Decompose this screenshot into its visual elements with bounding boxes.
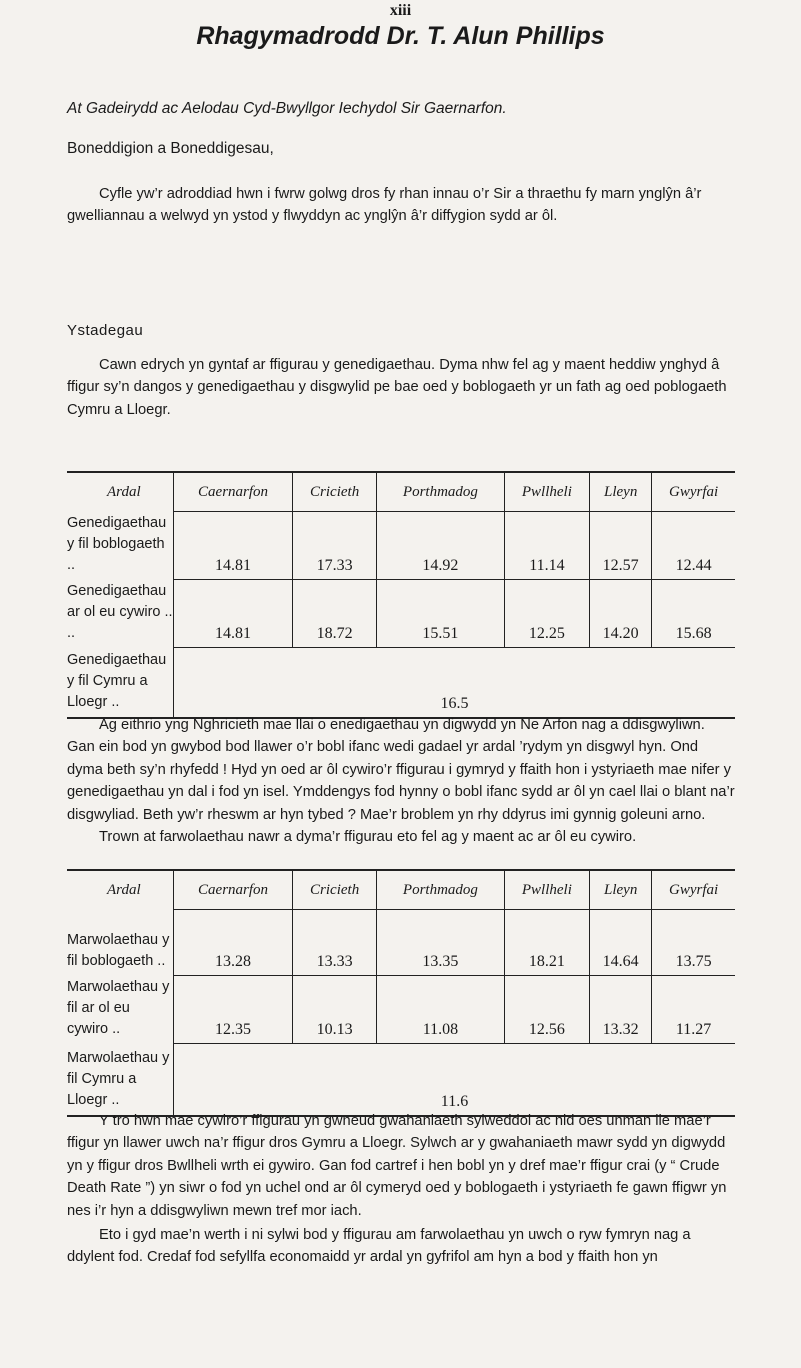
header-gwyrfai: Gwyrfai	[652, 472, 735, 512]
national-value: 11.6	[174, 1044, 736, 1116]
table-cell: 13.28	[174, 910, 293, 976]
table-cell: 14.81	[174, 580, 293, 648]
header-lleyn: Lleyn	[590, 472, 652, 512]
table-cell: 13.32	[590, 976, 652, 1044]
header-porthmadog: Porthmadog	[377, 870, 504, 910]
table-cell: 12.56	[504, 976, 590, 1044]
row-label: Marwolaethau y fil ar ol eu cywiro ..	[67, 978, 170, 1037]
table-cell: 12.44	[652, 512, 735, 580]
page-title: Rhagymadrodd Dr. T. Alun Phillips	[196, 22, 605, 50]
section-heading: Ystadegau	[67, 322, 144, 339]
table-cell: 13.33	[293, 910, 377, 976]
table-row-national	[67, 648, 735, 718]
header-caernarfon: Caernarfon	[174, 870, 293, 910]
table-cell: 15.68	[652, 580, 735, 648]
table-cell: 14.81	[174, 512, 293, 580]
table-row-national	[67, 1044, 735, 1116]
page-number: xiii	[389, 2, 412, 19]
table-cell: 18.72	[293, 580, 377, 648]
table-cell: 18.21	[504, 910, 590, 976]
table-row	[67, 910, 735, 976]
deaths-discussion-paragraph: Y tro hwn mae cywiro’r ffigurau yn gwneud gwahaniaeth sylweddol ac nid oes unman lle mae’r ffigur yn llawer uwch na’r ffigur dros Gymru a Lloegr. Sylwch ar y gwahaniaeth mawr sydd yn digwydd yn y ffigur dros Bwllheli wrth ei gywiro. Gan fod cartref i hen bobl yn y dref mae’r ffigur crai (y “ Crude Death Rate ”) yn siwr o fod yn uchel ond ar ôl cymeryd oed y boblogaeth i ystyriaeth fe gawn ffigwr yn nes i’r hyn a ddisgwyliwn mewn tref mor iach.	[67, 1113, 727, 1219]
header-cricieth: Cricieth	[293, 472, 377, 512]
header-porthmadog: Porthmadog	[377, 472, 504, 512]
table-cell: 13.75	[652, 910, 735, 976]
table-cell: 14.20	[590, 580, 652, 648]
table-cell: 17.33	[293, 512, 377, 580]
header-gwyrfai: Gwyrfai	[652, 870, 735, 910]
table-cell: 14.92	[377, 512, 504, 580]
header-pwllheli: Pwllheli	[504, 870, 590, 910]
subtitle: At Gadeirydd ac Aelodau Cyd-Bwyllgor Iechydol Sir Gaernarfon.	[67, 100, 507, 117]
intro-paragraph: Cyfle yw’r adroddiad hwn i fwrw golwg dros fy rhan innau o’r Sir a thraethu fy marn ynglŷn â’r gwelliannau a welwyd yn ystod y flwyddyn ac ynglŷn â’r diffygion sydd ar ôl.	[67, 186, 702, 225]
header-lleyn: Lleyn	[590, 870, 652, 910]
table-cell: 11.27	[652, 976, 735, 1044]
row-label: Genedigaethau y fil Cymru a Lloegr ..	[67, 648, 174, 718]
births-discussion-paragraph: Ag eithrio yng Nghricieth mae llai o enedigaethau yn digwydd yn Ne Arfon nag a ddisgwyliwn. Gan ein bod yn gwybod bod llawer o’r bobl ifanc wedi gadael yr ardal ’rydym yn disgwyl hyn. Ond dyma beth sy’n rhyfedd ! Hyd yn oed ar ôl cywiro’r ffigurau i gymryd y ffaith hon i ystyriaeth mae nifer y genedigaethau yn dal i fod yn isel. Ymddengys fod hynny o bobl ifanc sydd ar ôl yn cael llai o blant na’r disgwyliad. Beth yw’r rheswm ar hyn tybed ? Mae’r broblem yn rhy ddyrus imi gynnig goleuni arno.	[67, 717, 735, 823]
salutation: Boneddigion a Boneddigesau,	[67, 140, 274, 157]
row-label: Genedigaethau ar ol eu cywiro .. ..	[67, 582, 173, 641]
header-caernarfon: Caernarfon	[174, 472, 293, 512]
header-pwllheli: Pwllheli	[504, 472, 590, 512]
row-label: Marwolaethau y fil Cymru a Lloegr ..	[67, 1044, 174, 1116]
final-paragraph: Eto i gyd mae’n werth i ni sylwi bod y ffigurau am farwolaethau yn uwch o ryw fymryn nag a ddylent fod. Credaf fod sefyllfa economaidd yr ardal yn gyfrifol am hyn a bod y ffaith hon yn	[67, 1227, 691, 1266]
table-cell: 11.08	[377, 976, 504, 1044]
deaths-table	[67, 869, 735, 1117]
table-cell: 15.51	[377, 580, 504, 648]
births-paragraph: Cawn edrych yn gyntaf ar ffigurau y genedigaethau. Dyma nhw fel ag y maent heddiw ynghyd â ffigur sy’n dangos y genedigaethau y disgwylid pe bae oed y boblogaeth yr un fath ag oed poblogaeth Cymru a Lloegr.	[67, 357, 727, 418]
table-cell: 12.35	[174, 976, 293, 1044]
table-cell: 14.64	[590, 910, 652, 976]
header-ardal: Ardal	[67, 870, 174, 910]
table-row	[67, 976, 735, 1044]
row-label: Genedigaethau y fil boblogaeth ..	[67, 514, 167, 573]
table-cell: 10.13	[293, 976, 377, 1044]
table-row	[67, 580, 735, 648]
national-value: 16.5	[174, 648, 736, 718]
table-cell: 13.35	[377, 910, 504, 976]
row-label: Marwolaethau y fil boblogaeth ..	[67, 931, 170, 969]
births-table	[67, 471, 735, 719]
table-cell: 12.57	[590, 512, 652, 580]
deaths-intro-paragraph: Trown at farwolaethau nawr a dyma’r ffigurau eto fel ag y maent ac ar ôl eu cywiro.	[99, 829, 637, 845]
header-cricieth: Cricieth	[293, 870, 377, 910]
table-cell: 11.14	[504, 512, 590, 580]
table-cell: 12.25	[504, 580, 590, 648]
header-ardal: Ardal	[67, 472, 174, 512]
table-row	[67, 512, 735, 580]
